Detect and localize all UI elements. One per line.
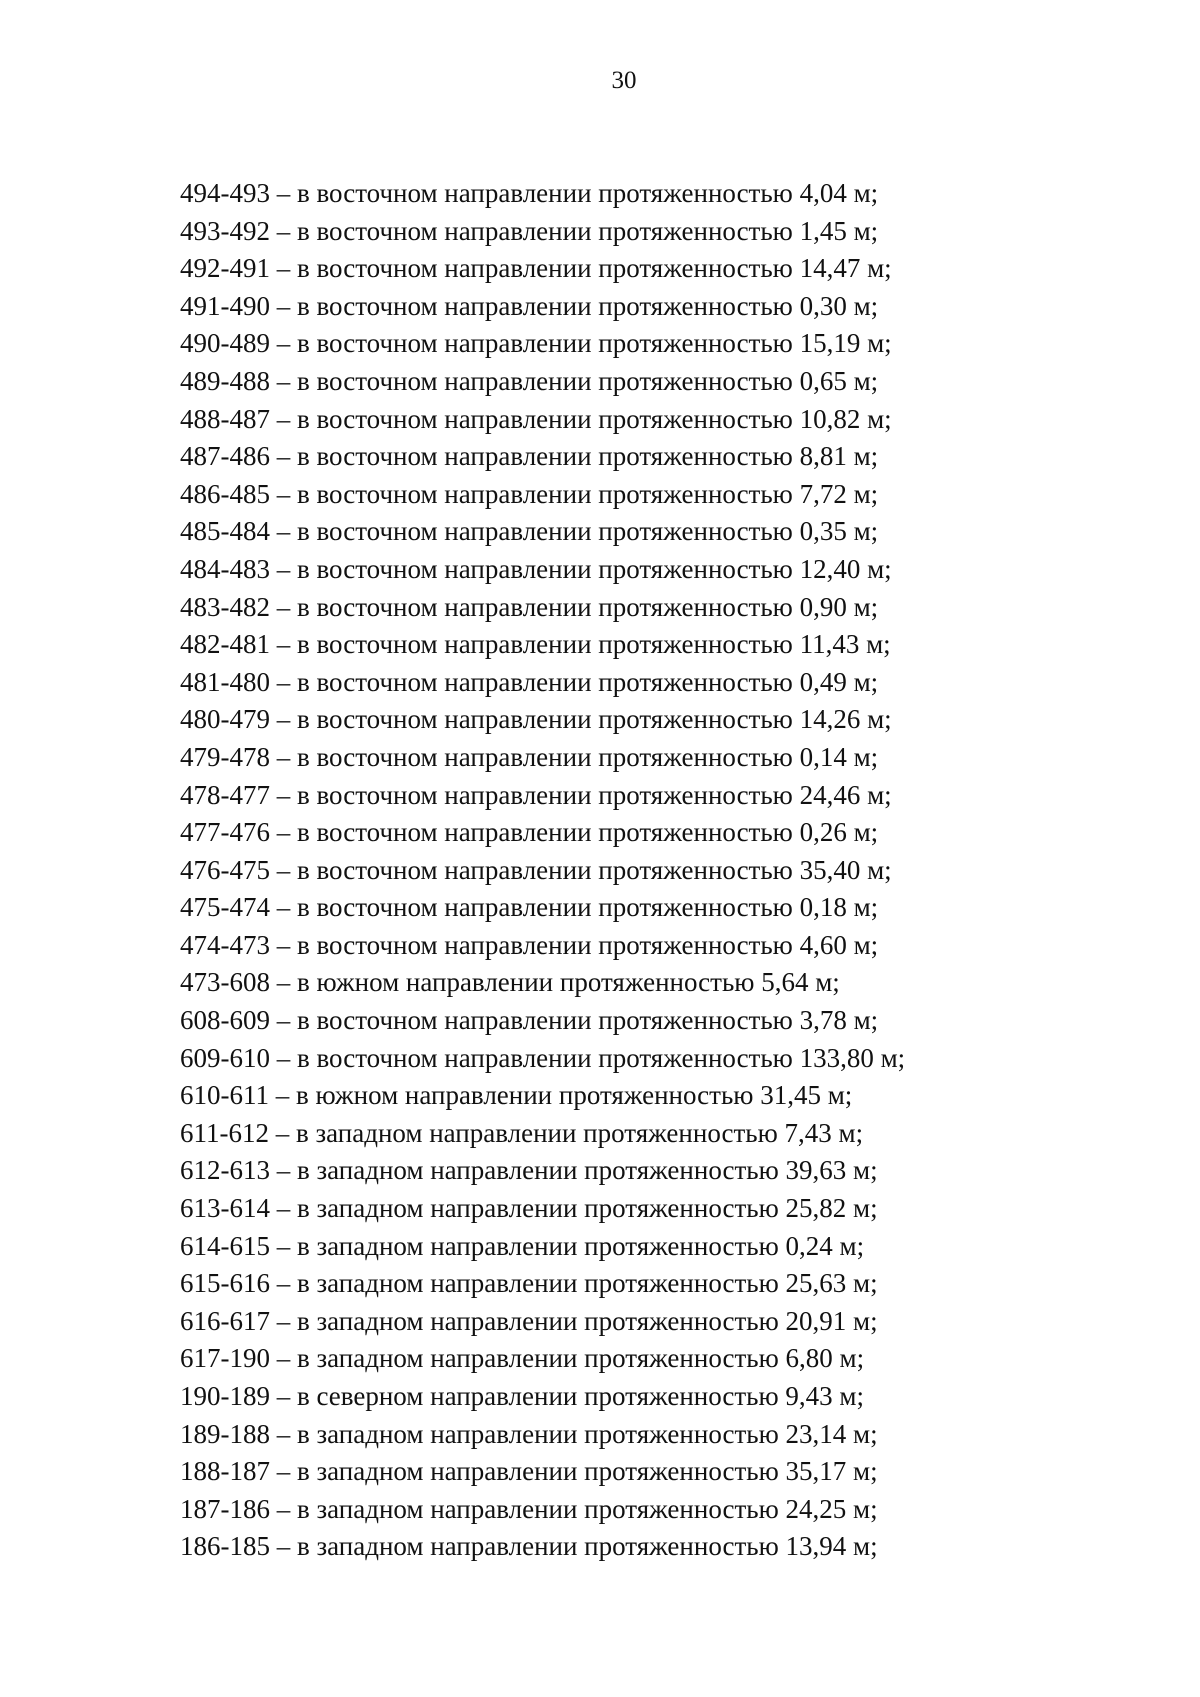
page-number: 30 [611,67,637,94]
boundary-segment-line: 479-478 – в восточном направлении протяженностью 0,14 м; [180,741,879,772]
boundary-segment-line: 493-492 – в восточном направлении протяженностью 1,45 м; [180,215,879,246]
boundary-segment-line: 187-186 – в западном направлении протяженностью 24,25 м; [180,1493,878,1524]
boundary-segment-line: 608-609 – в восточном направлении протяженностью 3,78 м; [180,1005,879,1036]
boundary-segment-line: 481-480 – в восточном направлении протяженностью 0,49 м; [180,666,879,697]
boundary-segment-line: 480-479 – в восточном направлении протяженностью 14,26 м; [180,704,892,735]
boundary-segment-line: 476-475 – в восточном направлении протяженностью 35,40 м; [180,854,892,885]
boundary-segment-line: 486-485 – в восточном направлении протяженностью 7,72 м; [180,478,879,509]
boundary-segment-line: 610-611 – в южном направлении протяженностью 31,45 м; [180,1080,853,1111]
boundary-segment-list [180,175,905,1566]
boundary-segment-line: 614-615 – в западном направлении протяженностью 0,24 м; [180,1230,865,1261]
boundary-segment-line: 617-190 – в западном направлении протяженностью 6,80 м; [180,1343,865,1374]
boundary-segment-line: 189-188 – в западном направлении протяженностью 23,14 м; [180,1418,878,1449]
boundary-segment-line: 482-481 – в восточном направлении протяженностью 11,43 м; [180,629,891,660]
boundary-segment-line: 494-493 – в восточном направлении протяженностью 4,04 м; [180,178,879,208]
boundary-segment-line: 478-477 – в восточном направлении протяженностью 24,46 м; [180,779,892,810]
boundary-segment-line: 490-489 – в восточном направлении протяженностью 15,19 м; [180,328,892,359]
boundary-segment-line: 491-490 – в восточном направлении протяженностью 0,30 м; [180,290,879,321]
boundary-segment-line: 487-486 – в восточном направлении протяженностью 8,81 м; [180,441,879,472]
boundary-segment-line: 188-187 – в западном направлении протяженностью 35,17 м; [180,1456,878,1487]
boundary-segment-line: 190-189 – в северном направлении протяженностью 9,43 м; [180,1381,865,1411]
boundary-segment-line: 473-608 – в южном направлении протяженностью 5,64 м; [180,967,840,998]
boundary-segment-line: 488-487 – в восточном направлении протяженностью 10,82 м; [180,403,892,434]
boundary-segment-line: 489-488 – в восточном направлении протяженностью 0,65 м; [180,365,879,396]
boundary-segment-line: 475-474 – в восточном направлении протяженностью 0,18 м; [180,892,879,923]
boundary-segment-line: 613-614 – в западном направлении протяженностью 25,82 м; [180,1193,878,1224]
boundary-segment-line: 483-482 – в восточном направлении протяженностью 0,90 м; [180,591,879,622]
boundary-segment-line: 616-617 – в западном направлении протяженностью 20,91 м; [180,1305,878,1336]
boundary-segment-line: 492-491 – в восточном направлении протяженностью 14,47 м; [180,253,892,284]
boundary-segment-line: 484-483 – в восточном направлении протяженностью 12,40 м; [180,553,892,584]
boundary-segment-line: 477-476 – в восточном направлении протяженностью 0,26 м; [180,817,879,848]
boundary-segment-line: 609-610 – в восточном направлении протяженностью 133,80 м; [180,1042,906,1073]
boundary-segment-line: 474-473 – в восточном направлении протяженностью 4,60 м; [180,929,879,960]
boundary-segment-line: 611-612 – в западном направлении протяженностью 7,43 м; [180,1117,864,1148]
boundary-segment-line: 485-484 – в восточном направлении протяженностью 0,35 м; [180,516,879,547]
boundary-segment-line: 186-185 – в западном направлении протяженностью 13,94 м; [180,1531,878,1562]
boundary-segment-line: 615-616 – в западном направлении протяженностью 25,63 м; [180,1268,878,1299]
boundary-segment-line: 612-613 – в западном направлении протяженностью 39,63 м; [180,1155,878,1186]
